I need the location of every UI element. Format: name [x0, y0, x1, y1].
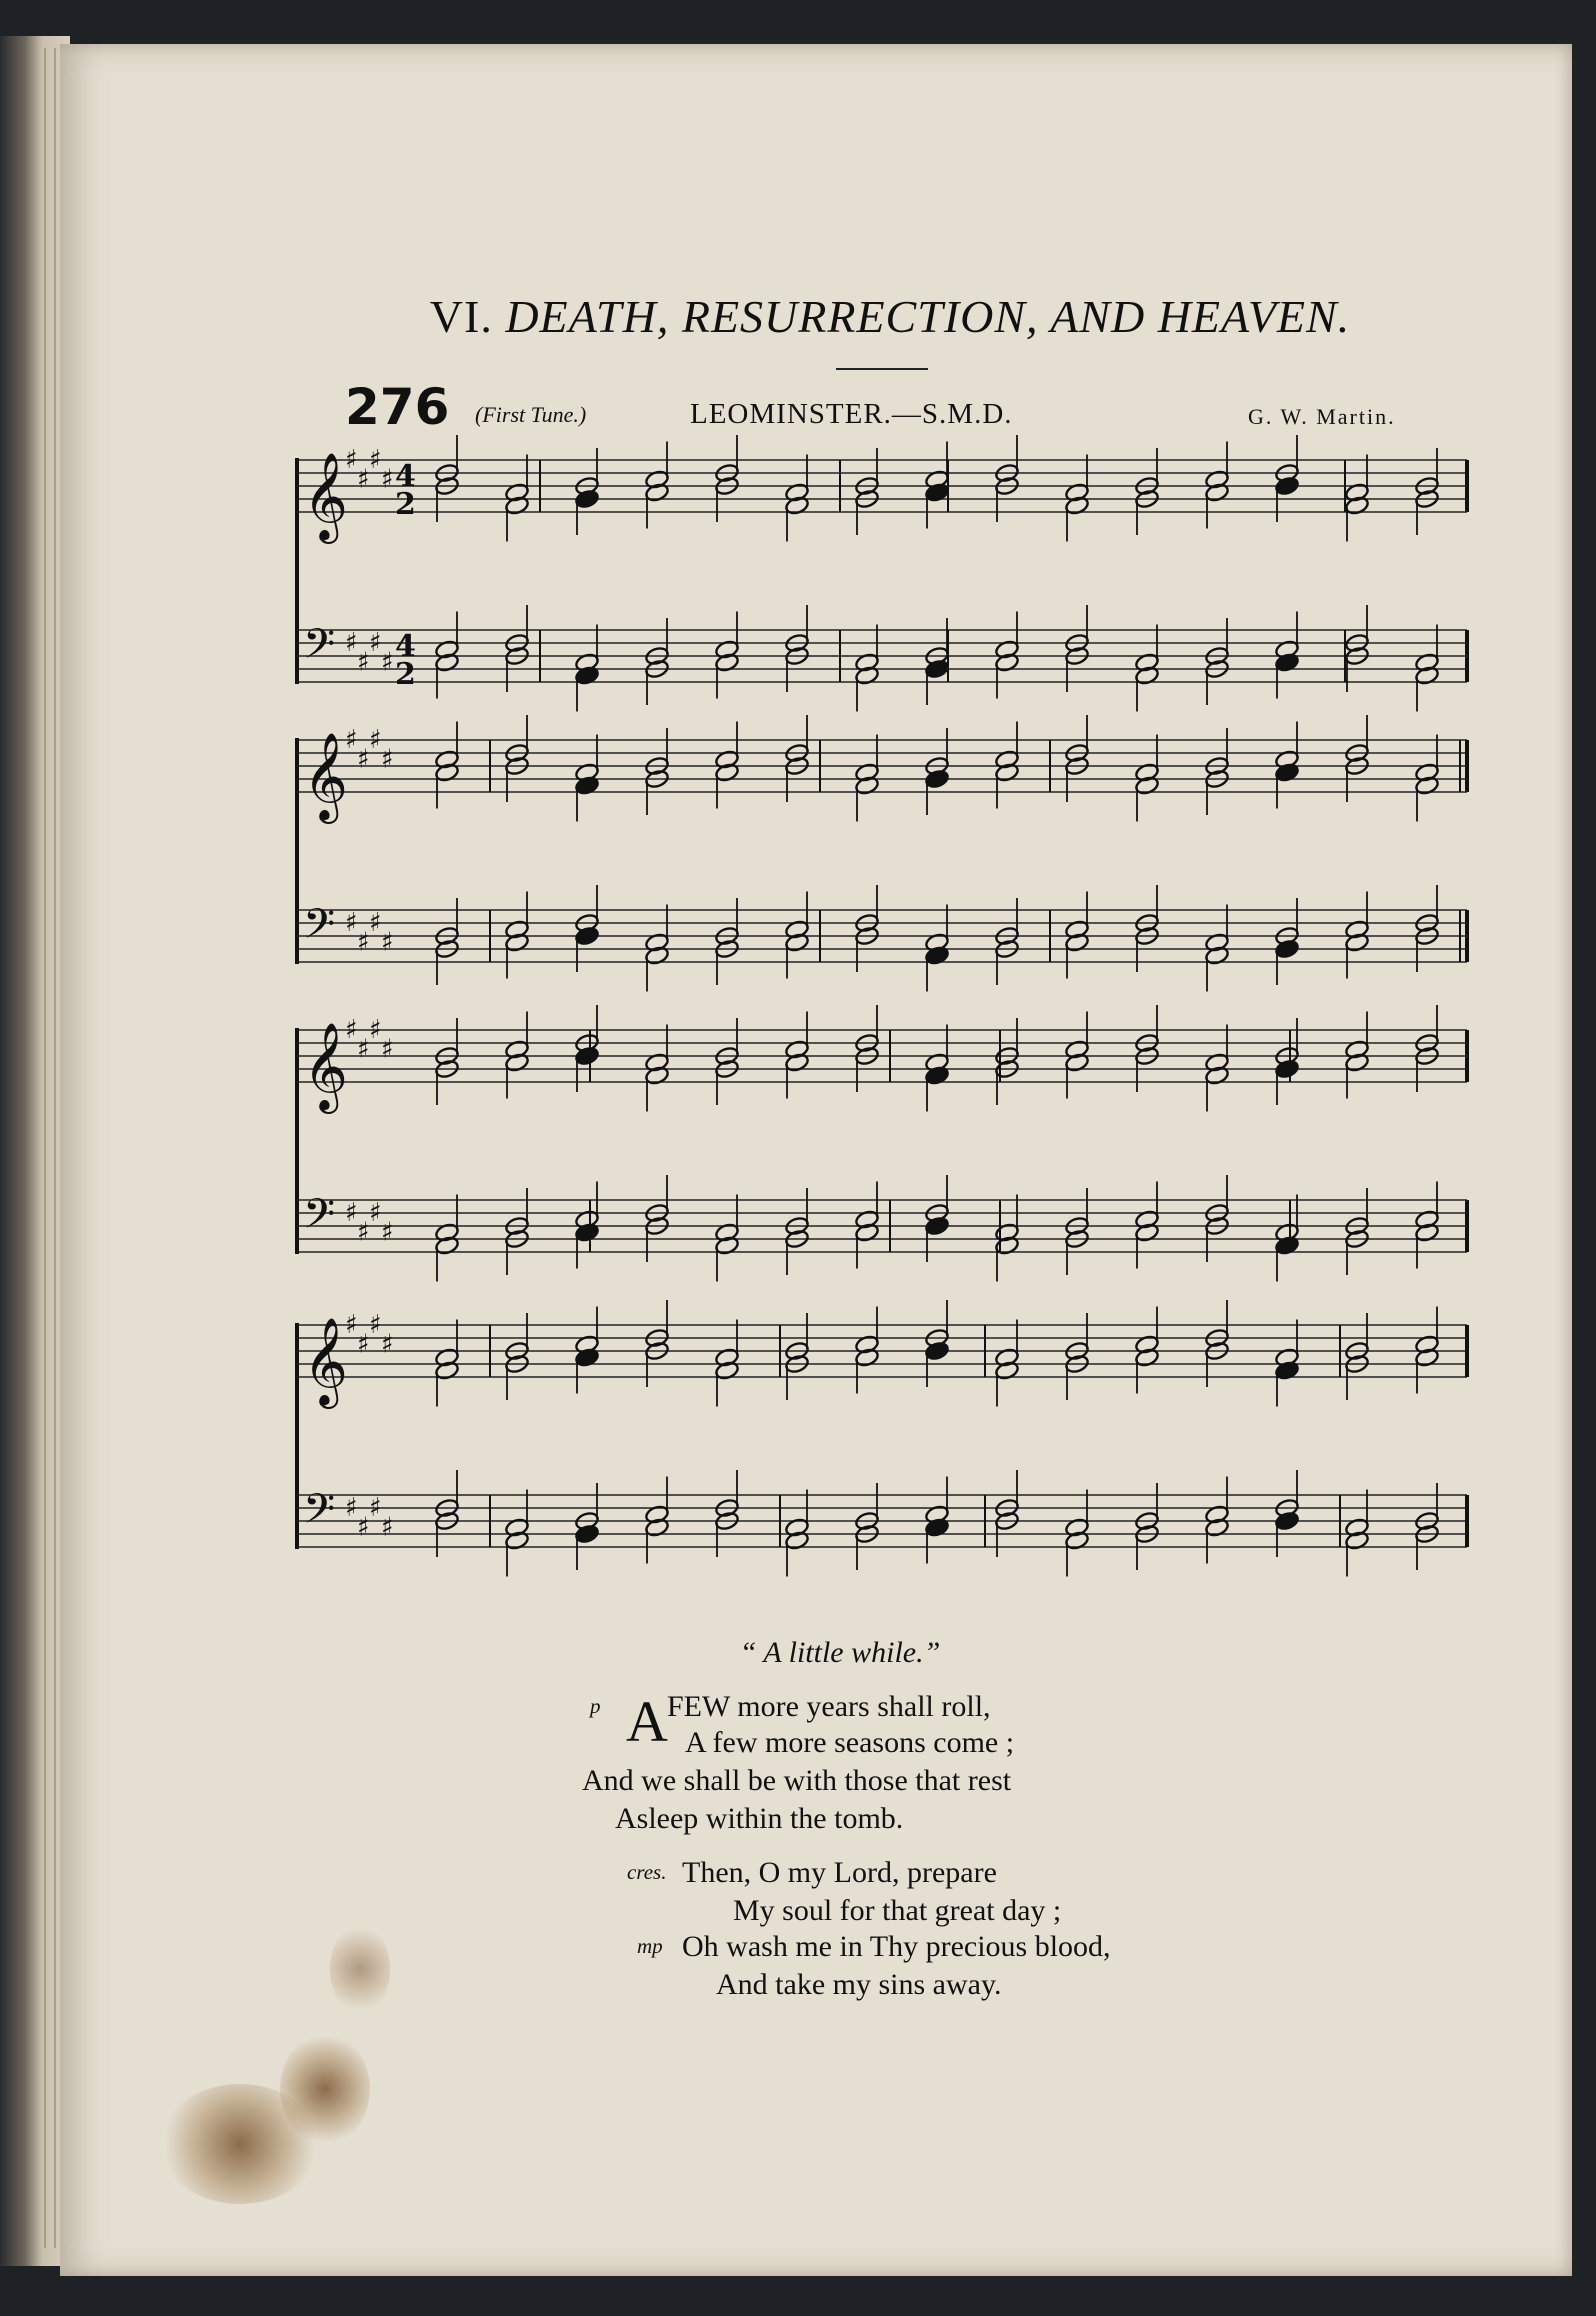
sharp-icon: ♯ — [357, 1034, 370, 1065]
hymn-number: 276 — [345, 378, 450, 436]
sharp-icon: ♯ — [345, 1198, 358, 1228]
sharp-icon: ♯ — [345, 445, 358, 475]
sharp-icon: ♯ — [369, 445, 382, 475]
sharp-icon: ♯ — [381, 464, 394, 495]
section-number: VI. — [429, 291, 493, 342]
time-signature-top: 4 — [395, 459, 416, 494]
sharp-icon: ♯ — [381, 744, 394, 775]
sharp-icon: ♯ — [369, 725, 382, 755]
sharp-icon: ♯ — [357, 647, 370, 678]
sharp-icon: ♯ — [345, 1310, 358, 1340]
sharp-icon: ♯ — [381, 1512, 394, 1543]
verse-line: Asleep within the tomb. — [615, 1802, 904, 1835]
verse-line: My soul for that great day ; — [733, 1894, 1062, 1927]
bass-clef-icon: 𝄢 — [303, 900, 336, 958]
sharp-icon: ♯ — [357, 744, 370, 775]
sharp-icon: ♯ — [381, 1034, 394, 1065]
dynamic-marking: cres. — [627, 1860, 667, 1884]
dynamic-marking: mp — [637, 1934, 663, 1958]
section-title: DEATH, RESURRECTION, AND HEAVEN. — [505, 291, 1351, 342]
sharp-icon: ♯ — [345, 725, 358, 755]
treble-clef-icon: 𝄞 — [303, 451, 348, 540]
sharp-icon: ♯ — [357, 464, 370, 495]
time-signature-top: 4 — [395, 629, 416, 664]
composer: G. W. Martin. — [1248, 404, 1396, 429]
sharp-icon: ♯ — [381, 927, 394, 958]
sharp-icon: ♯ — [369, 628, 382, 658]
sharp-icon: ♯ — [381, 647, 394, 678]
sharp-icon: ♯ — [381, 1329, 394, 1360]
sharp-icon: ♯ — [357, 1512, 370, 1543]
sharp-icon: ♯ — [369, 908, 382, 938]
tune-note: (First Tune.) — [475, 402, 587, 427]
time-signature-bottom: 2 — [395, 657, 416, 692]
verse-line: And we shall be with those that rest — [582, 1764, 1012, 1797]
sharp-icon: ♯ — [369, 1493, 382, 1523]
sharp-icon: ♯ — [345, 1015, 358, 1045]
drop-cap: A — [626, 1689, 668, 1754]
sharp-icon: ♯ — [357, 927, 370, 958]
tune-name: LEOMINSTER.—S.M.D. — [690, 398, 1013, 430]
sharp-icon: ♯ — [357, 1329, 370, 1360]
sharp-icon: ♯ — [369, 1310, 382, 1340]
dynamic-marking: p — [590, 1694, 601, 1718]
sharp-icon: ♯ — [369, 1015, 382, 1045]
poem-caption: “ A little while.” — [739, 1636, 941, 1669]
sharp-icon: ♯ — [345, 908, 358, 938]
sharp-icon: ♯ — [345, 628, 358, 658]
verse-line: A few more seasons come ; — [685, 1726, 1015, 1759]
treble-clef-icon: 𝄞 — [303, 1316, 348, 1405]
sharp-icon: ♯ — [381, 1217, 394, 1248]
verse-line: FEW more years shall roll, — [667, 1690, 991, 1723]
verse-line: Then, O my Lord, prepare — [682, 1856, 997, 1889]
sharp-icon: ♯ — [345, 1493, 358, 1523]
treble-clef-icon: 𝄞 — [303, 731, 348, 820]
bass-clef-icon: 𝄢 — [303, 620, 336, 678]
bass-clef-icon: 𝄢 — [303, 1485, 336, 1543]
sharp-icon: ♯ — [369, 1198, 382, 1228]
score-systems — [297, 435, 1467, 1577]
bass-clef-icon: 𝄢 — [303, 1190, 336, 1248]
treble-clef-icon: 𝄞 — [303, 1021, 348, 1110]
verse-line: Oh wash me in Thy precious blood, — [682, 1930, 1111, 1963]
sharp-icon: ♯ — [357, 1217, 370, 1248]
time-signature-bottom: 2 — [395, 487, 416, 522]
verse-line: And take my sins away. — [716, 1968, 1002, 2001]
